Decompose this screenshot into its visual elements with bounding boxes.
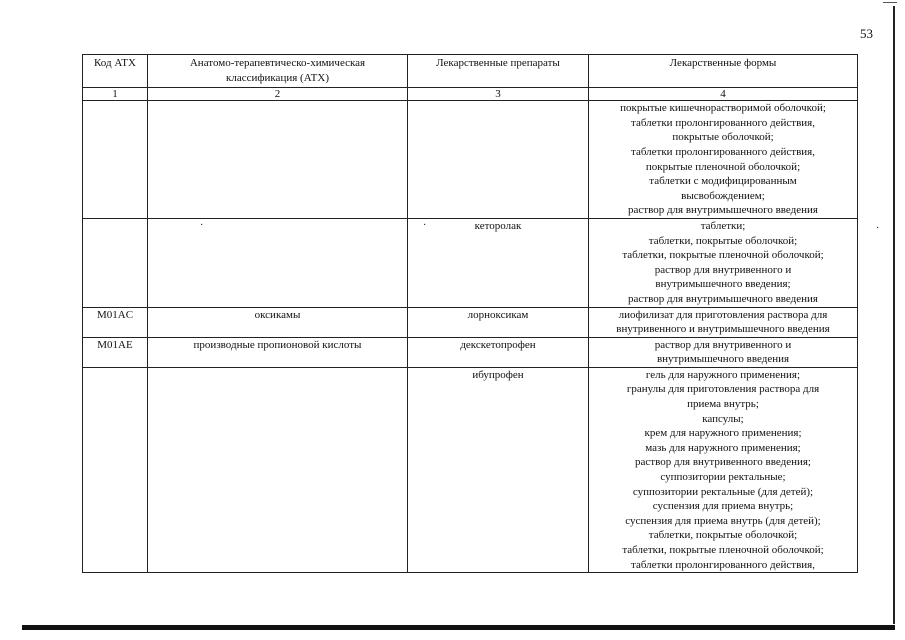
dosage-form-line: высвобождением;: [681, 189, 765, 202]
atc-drug-table: [82, 54, 858, 573]
dosage-form-line: капсулы;: [702, 412, 744, 425]
scan-speck: ·: [423, 220, 427, 231]
atc-code-cell: [83, 218, 148, 307]
dosage-form-line: таблетки, покрытые оболочкой;: [648, 529, 798, 542]
table-row: [83, 307, 858, 337]
dosage-form-line: таблетки пролонгированного действия,: [631, 558, 815, 571]
dosage-forms-cell: [589, 218, 858, 307]
column-number: 4: [589, 88, 858, 101]
dosage-form-line: гранулы для приготовления раствора для: [626, 383, 820, 396]
drug-name-cell: декскетопрофен: [408, 337, 589, 367]
dosage-form-line: раствор для внутримышечного введения: [628, 204, 818, 217]
table-row: [83, 218, 858, 307]
dosage-form-line: внутривенного и внутримышечного введения: [616, 323, 830, 336]
column-number: 2: [148, 88, 408, 101]
dosage-form-line: таблетки пролонгированного действия,: [631, 145, 815, 158]
atc-code-cell: M01AC: [83, 307, 148, 337]
header-dosage-forms: Лекарственные формы: [589, 55, 858, 88]
dosage-forms-cell: [589, 367, 858, 572]
dosage-forms-cell: [589, 101, 858, 219]
dosage-form-line: таблетки, покрытые оболочкой;: [648, 234, 798, 247]
dosage-form-line: лиофилизат для приготовления раствора для: [618, 308, 828, 321]
dosage-form-line: гель для наружного применения;: [645, 368, 801, 381]
table-row: [83, 101, 858, 219]
scan-speck: ·: [200, 220, 204, 231]
page-right-edge: [893, 6, 895, 624]
dosage-form-line: раствор для внутривенного введения;: [635, 456, 811, 469]
header-line: Анатомо-терапевтическо-химическая: [189, 57, 366, 69]
atc-code-cell: M01AE: [83, 337, 148, 367]
dosage-form-line: раствор для внутримышечного введения: [628, 292, 818, 305]
page-bottom-edge: [22, 625, 895, 630]
drug-name-cell: кеторолак: [408, 218, 589, 307]
column-number-row: [83, 88, 858, 101]
dosage-form-line: суспензия для приема внутрь;: [652, 500, 794, 513]
scan-speck: ·: [876, 223, 880, 234]
column-number: 1: [83, 88, 148, 101]
atc-class-cell: производные пропионовой кислоты: [148, 337, 408, 367]
dosage-form-line: суппозитории ректальные (для детей);: [632, 485, 814, 498]
page-number: 53: [860, 26, 873, 41]
table-row: [83, 367, 858, 572]
dosage-form-line: суппозитории ректальные;: [660, 471, 786, 484]
dosage-form-line: внутримышечного введения: [656, 353, 790, 366]
atc-class-cell: [148, 367, 408, 572]
dosage-form-line: раствор для внутривенного и: [654, 338, 792, 351]
dosage-forms-cell: [589, 337, 858, 367]
atc-code-cell: [83, 367, 148, 572]
table-header-row: [83, 55, 858, 88]
dosage-form-line: суспензия для приема внутрь (для детей);: [625, 514, 821, 527]
drug-name-cell: лорноксикам: [408, 307, 589, 337]
dosage-form-line: покрытые пленочной оболочкой;: [645, 160, 801, 173]
atc-code-cell: [83, 101, 148, 219]
header-line: классификация (АТХ): [226, 71, 329, 84]
dosage-form-line: таблетки;: [700, 219, 746, 232]
dosage-form-line: таблетки, покрытые пленочной оболочкой;: [622, 249, 824, 262]
atc-class-cell: оксикамы: [148, 307, 408, 337]
dosage-form-line: мазь для наружного применения;: [645, 441, 801, 454]
drug-name-cell: ибупрофен: [408, 367, 589, 572]
dosage-forms-cell: [589, 307, 858, 337]
dosage-form-line: таблетки с модифицированным: [649, 175, 797, 188]
dosage-form-line: покрытые кишечнорастворимой оболочкой;: [620, 102, 826, 115]
header-atc-classification: [148, 55, 408, 88]
dosage-form-line: внутримышечного введения;: [655, 278, 791, 291]
header-drugs: Лекарственные препараты: [408, 55, 589, 88]
dosage-form-line: крем для наружного применения;: [644, 427, 802, 440]
column-number: 3: [408, 88, 589, 101]
header-atc-code: Код АТХ: [83, 55, 148, 88]
dosage-form-line: таблетки, покрытые пленочной оболочкой;: [622, 544, 824, 556]
drug-name-cell: [408, 101, 589, 219]
table-row: [83, 337, 858, 367]
dosage-form-line: покрытые оболочкой;: [672, 131, 774, 144]
dosage-form-line: приема внутрь;: [687, 398, 759, 411]
atc-class-cell: [148, 218, 408, 307]
dosage-form-line: раствор для внутривенного и: [654, 263, 792, 276]
corner-scan-mark: [883, 2, 897, 3]
atc-class-cell: [148, 101, 408, 219]
dosage-form-line: таблетки пролонгированного действия,: [631, 116, 815, 129]
